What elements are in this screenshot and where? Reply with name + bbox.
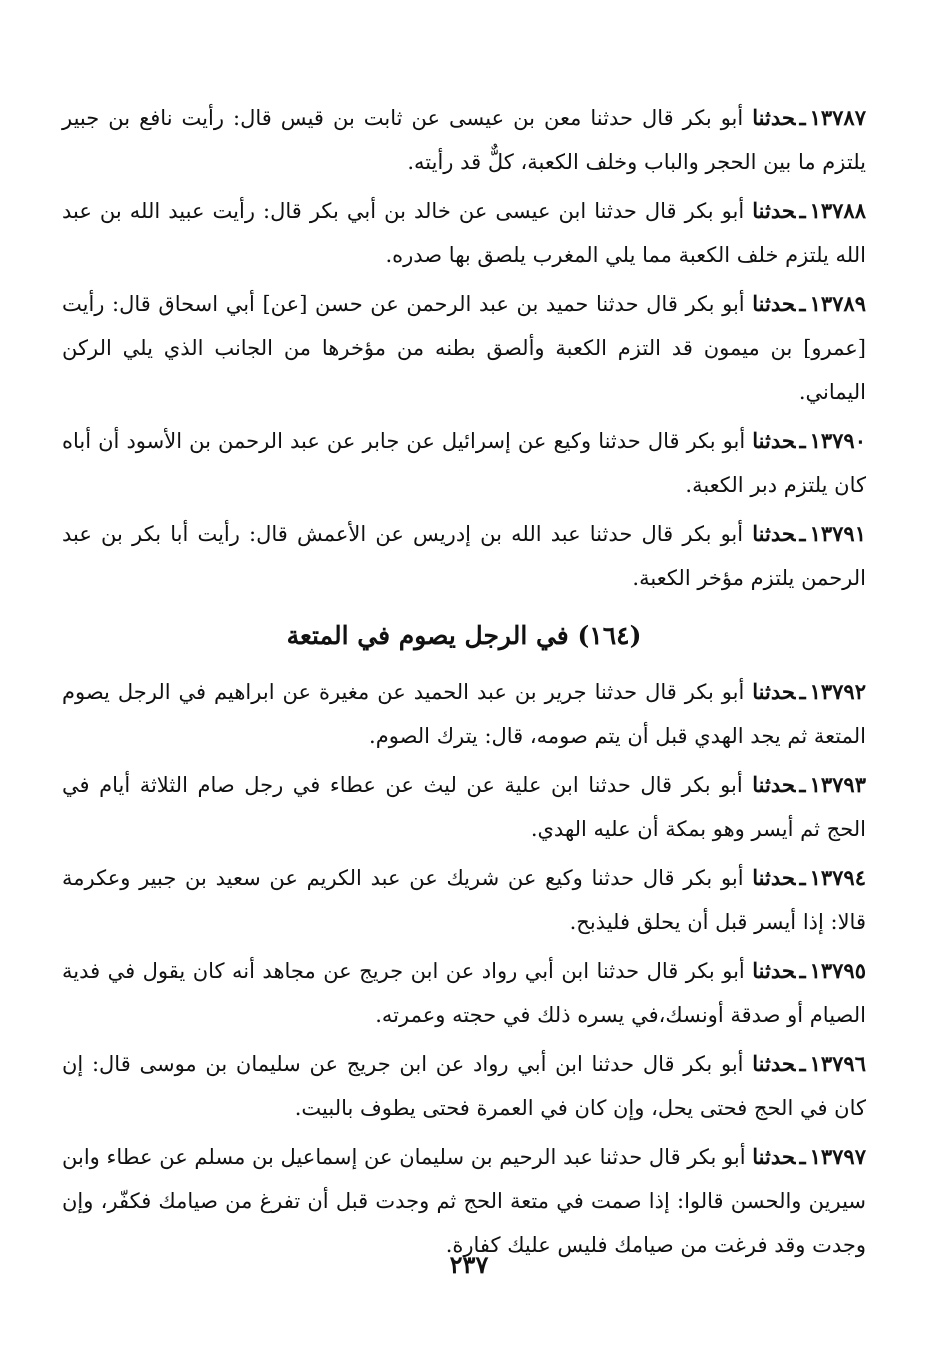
hadith-text: أبو بكر قال حدثنا ابن أبي رواد عن ابن جريج عن مجاهد أنه كان يقول في فدية الصيام أو صدقة أونسك،في يسره ذلك في حجته وعمرته.	[62, 959, 866, 1027]
hadith-paragraph	[62, 96, 866, 184]
hadith-number: ١٣٧٩١	[809, 521, 866, 546]
hadith-lead-word: حدثنا	[752, 679, 796, 704]
hadith-number: ١٣٧٩٤	[809, 865, 866, 890]
hadith-number: ١٣٧٩٦	[809, 1051, 866, 1076]
hadith-text: أبو بكر قال حدثنا حميد بن عبد الرحمن عن حسن [عن] أبي اسحاق قال: رأيت [عمرو] بن ميمون قد التزم الكعبة وألصق بطنه من مؤخرها من الجانب الذي يلي الركن اليماني.	[62, 292, 866, 404]
hadith-paragraph	[62, 856, 866, 944]
hadith-number: ١٣٧٩٣	[809, 772, 866, 797]
hadith-number: ١٣٧٨٩	[809, 291, 866, 316]
hadith-text: أبو بكر قال حدثنا ابن عيسى عن خالد بن أبي بكر قال: رأيت عبيد الله بن عبد الله يلتزم خلف الكعبة مما يلي المغرب يلصق بها صدره.	[62, 199, 866, 267]
hadith-paragraph	[62, 1042, 866, 1130]
hadith-text: أبو بكر قال حدثنا ابن أبي رواد عن ابن جريج عن سليمان بن موسى قال: إن كان في الحج فحتى يحل، وإن كان في العمرة فحتى يطوف بالبيت.	[62, 1052, 866, 1120]
hadith-text: أبو بكر قال حدثنا جرير بن عبد الحميد عن مغيرة عن ابراهيم في الرجل يصوم المتعة ثم يجد الهدي قبل أن يتم صومه، قال: يترك الصوم.	[62, 680, 866, 748]
hadith-number: ١٣٧٨٨	[809, 198, 866, 223]
dash-separator: ـ	[799, 521, 806, 546]
hadith-lead-word: حدثنا	[752, 198, 796, 223]
dash-separator: ـ	[799, 198, 806, 223]
hadith-paragraph	[62, 419, 866, 507]
hadith-paragraph	[62, 670, 866, 758]
hadith-lead-word: حدثنا	[752, 1051, 796, 1076]
hadith-lead-word: حدثنا	[752, 291, 796, 316]
hadith-text: أبو بكر قال حدثنا ابن علية عن ليث عن عطاء في رجل صام الثلاثة أيام في الحج ثم أيسر وهو بمكة أن عليه الهدي.	[62, 773, 866, 841]
hadith-paragraph	[62, 763, 866, 851]
chapter-heading: (١٦٤) في الرجل يصوم في المتعة	[286, 621, 642, 650]
hadith-lead-word: حدثنا	[752, 772, 796, 797]
hadith-paragraph	[62, 949, 866, 1037]
dash-separator: ـ	[799, 1144, 806, 1169]
hadith-lead-word: حدثنا	[752, 521, 796, 546]
hadith-paragraph	[62, 1135, 866, 1267]
dash-separator: ـ	[799, 865, 806, 890]
hadith-lead-word: حدثنا	[752, 428, 796, 453]
hadith-text: أبو بكر قال حدثنا عبد الرحيم بن سليمان عن إسماعيل بن مسلم عن عطاء وابن سيرين والحسن قالوا: إذا صمت في متعة الحج ثم وجدت قبل أن تفرغ من صيامك فكفّر، وإن وجدت وقد فرغت من صيامك فليس عليك كفارة.	[62, 1145, 866, 1257]
hadith-lead-word: حدثنا	[752, 1144, 796, 1169]
hadith-number: ١٣٧٩٥	[809, 958, 866, 983]
hadith-text: أبو بكر قال حدثنا وكيع عن شريك عن عبد الكريم عن سعيد بن جبير وعكرمة قالا: إذا أيسر قبل أن يحلق فليذبح.	[62, 866, 866, 934]
hadith-paragraph	[62, 512, 866, 600]
page-number: ٢٣٧	[449, 1250, 489, 1279]
dash-separator: ـ	[799, 1051, 806, 1076]
hadith-lead-word: حدثنا	[752, 958, 796, 983]
hadith-list-after	[62, 670, 866, 1267]
dash-separator: ـ	[799, 679, 806, 704]
dash-separator: ـ	[799, 105, 806, 130]
hadith-number: ١٣٧٩٠	[809, 428, 866, 453]
hadith-text: أبو بكر قال حدثنا عبد الله بن إدريس عن الأعمش قال: رأيت أبا بكر بن عبد الرحمن يلتزم مؤخر الكعبة.	[62, 522, 866, 590]
hadith-list-before	[62, 96, 866, 600]
hadith-paragraph	[62, 189, 866, 277]
hadith-paragraph	[62, 282, 866, 414]
hadith-text: أبو بكر قال حدثنا معن بن عيسى عن ثابت بن قيس قال: رأيت نافع بن جبير يلتزم ما بين الحجر والباب وخلف الكعبة، كلٌّ قد رأيته.	[62, 106, 866, 174]
hadith-lead-word: حدثنا	[752, 865, 796, 890]
dash-separator: ـ	[799, 428, 806, 453]
hadith-text: أبو بكر قال حدثنا وكيع عن إسرائيل عن جابر عن عبد الرحمن بن الأسود أن أباه كان يلتزم دبر الكعبة.	[62, 429, 866, 497]
hadith-lead-word: حدثنا	[752, 105, 796, 130]
hadith-number: ١٣٧٨٧	[809, 105, 866, 130]
hadith-number: ١٣٧٩٧	[809, 1144, 866, 1169]
dash-separator: ـ	[799, 772, 806, 797]
dash-separator: ـ	[799, 291, 806, 316]
hadith-number: ١٣٧٩٢	[809, 679, 866, 704]
dash-separator: ـ	[799, 958, 806, 983]
